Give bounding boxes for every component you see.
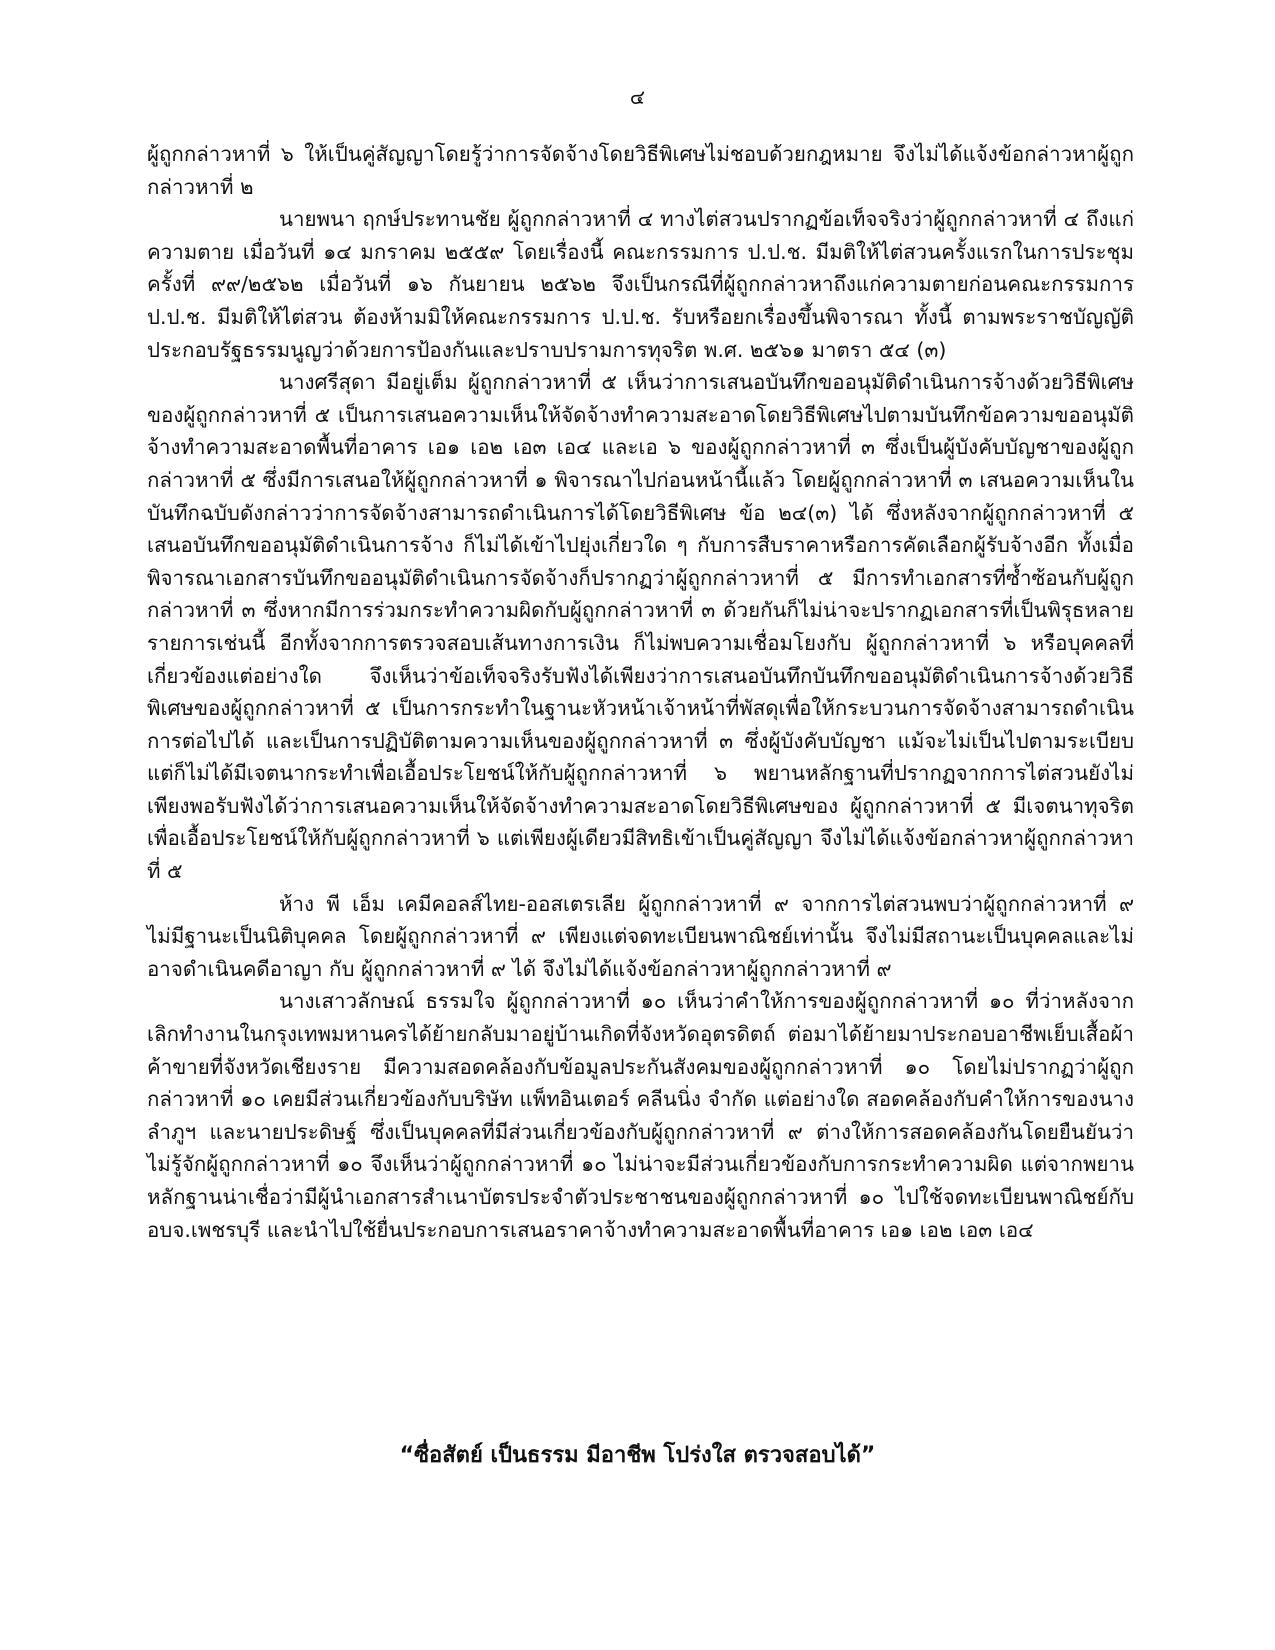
footer-motto: “ซื่อสัตย์ เป็นธรรม มีอาชีพ โปร่งใส ตรวจสอบได้” xyxy=(399,1443,876,1468)
document-body xyxy=(147,138,1134,1246)
page-number: ๔ xyxy=(629,85,646,109)
paragraph-accused-5: นางศรีสุดา มีอยู่เต็ม ผู้ถูกกล่าวหาที่ ๕ เห็นว่าการเสนอบันทึกขออนุมัติดำเนินการจ้างด้วยวิธีพิเศษของผู้ถูกกล่าวหาที่ ๕ เป็นการเสนอความเห็นให้จัดจ้างทำความสะอาดโดยวิธีพิเศษไปตามบันทึกข้อความขออนุมัติจ้างทำความสะอาดพื้นที่อาคาร เอ๑ เอ๒ เอ๓ เอ๔ และเอ ๖ ของผู้ถูกกล่าวหาที่ ๓ ซึ่งเป็นผู้บังคับบัญชาของผู้ถูกกล่าวหาที่ ๕ ซึ่งมีการเสนอให้ผู้ถูกกล่าวหาที่ ๑ พิจารณาไปก่อนหน้านี้แล้ว โดยผู้ถูกกล่าวหาที่ ๓ เสนอความเห็นในบันทึกฉบับดังกล่าวว่าการจัดจ้างสามารถดำเนินการได้โดยวิธีพิเศษ ข้อ ๒๔(๓) ได้ ซึ่งหลังจากผู้ถูกกล่าวหาที่ ๕ เสนอบันทึกขออนุมัติดำเนินการจ้าง ก็ไม่ได้เข้าไปยุ่งเกี่ยวใด ๆ กับการสืบราคาหรือการคัดเลือกผู้รับจ้างอีก ทั้งเมื่อพิจารณาเอกสารบันทึกขออนุมัติดำเนินการจัดจ้างก็ปรากฏว่าผู้ถูกกล่าวหาที่ ๕ มีการทำเอกสารที่ซ้ำซ้อนกับผู้ถูกกล่าวหาที่ ๓ ซึ่งหากมีการร่วมกระทำความผิดกับผู้ถูกกล่าวหาที่ ๓ ด้วยกันก็ไม่น่าจะปรากฏเอกสารที่เป็นพิรุธหลายรายการเช่นนี้ อีกทั้งจากการตรวจสอบเส้นทางการเงิน ก็ไม่พบความเชื่อมโยงกับ ผู้ถูกกล่าวหาที่ ๖ หรือบุคคลที่เกี่ยวข้องแต่อย่างใด จึงเห็นว่าข้อเท็จจริงรับฟังได้เพียงว่าการเสนอบันทึกบันทึกขออนุมัติดำเนินการจ้างด้วยวิธีพิเศษของผู้ถูกกล่าวหาที่ ๕ เป็นการกระทำในฐานะหัวหน้าเจ้าหน้าที่พัสดุเพื่อให้กระบวนการจัดจ้างสามารถดำเนินการต่อไปได้ และเป็นการปฏิบัติตามความเห็นของผู้ถูกกล่าวหาที่ ๓ ซึ่งผู้บังคับบัญชา แม้จะไม่เป็นไปตามระเบียบแต่ก็ไม่ได้มีเจตนากระทำเพื่อเอื้อประโยชน์ให้กับผู้ถูกกล่าวหาที่ ๖ พยานหลักฐานที่ปรากฏจากการไต่สวนยังไม่เพียงพอรับฟังได้ว่าการเสนอความเห็นให้จัดจ้างทำความสะอาดโดยวิธีพิเศษของ ผู้ถูกกล่าวหาที่ ๕ มีเจตนาทุจริตเพื่อเอื้อประโยชน์ให้กับผู้ถูกกล่าวหาที่ ๖ แต่เพียงผู้เดียวมีสิทธิเข้าเป็นคู่สัญญา จึงไม่ได้แจ้งข้อกล่าวหาผู้ถูกกล่าวหาที่ ๕ xyxy=(147,370,1134,884)
paragraph-accused-9: ห้าง พี เอ็ม เคมีคอลส์ไทย-ออสเตรเลีย ผู้ถูกกล่าวหาที่ ๙ จากการไต่สวนพบว่าผู้ถูกกล่าวหาที่ ๙ ไม่มีฐานะเป็นนิติบุคคล โดยผู้ถูกกล่าวหาที่ ๙ เพียงแต่จดทะเบียนพาณิชย์เท่านั้น จึงไม่มีสถานะเป็นบุคคลและไม่อาจดำเนินคดีอาญา กับ ผู้ถูกกล่าวหาที่ ๙ ได้ จึงไม่ได้แจ้งข้อกล่าวหาผู้ถูกกล่าวหาที่ ๙ xyxy=(147,891,1134,981)
paragraph-accused-4: นายพนา ฤกษ์ประทานชัย ผู้ถูกกล่าวหาที่ ๔ ทางไต่สวนปรากฏข้อเท็จจริงว่าผู้ถูกกล่าวหาที่ ๔ ถึงแก่ความตาย เมื่อวันที่ ๑๔ มกราคม ๒๕๕๙ โดยเรื่องนี้ คณะกรรมการ ป.ป.ช. มีมติให้ไต่สวนครั้งแรกในการประชุมครั้งที่ ๙๙/๒๕๖๒ เมื่อวันที่ ๑๖ กันยายน ๒๕๖๒ จึงเป็นกรณีที่ผู้ถูกกล่าวหาถึงแก่ความตายก่อนคณะกรรมการ ป.ป.ช. มีมติให้ไต่สวน ต้องห้ามมิให้คณะกรรมการ ป.ป.ช. รับหรือยกเรื่องขึ้นพิจารณา ทั้งนี้ ตามพระราชบัญญัติประกอบรัฐธรรมนูญว่าด้วยการป้องกันและปราบปรามการทุจริต พ.ศ. ๒๕๖๑ มาตรา ๕๔ (๓) xyxy=(147,207,1134,362)
paragraph-continuation: ผู้ถูกกล่าวหาที่ ๖ ให้เป็นคู่สัญญาโดยรู้ว่าการจัดจ้างโดยวิธีพิเศษไม่ชอบด้วยกฎหมาย จึงไม่ได้แจ้งข้อกล่าวหาผู้ถูกกล่าวหาที่ ๒ xyxy=(147,142,1134,199)
paragraph-accused-10: นางเสาวลักษณ์ ธรรมใจ ผู้ถูกกล่าวหาที่ ๑๐ เห็นว่าคำให้การของผู้ถูกกล่าวหาที่ ๑๐ ที่ว่าหลังจากเลิกทำงานในกรุงเทพมหานครได้ย้ายกลับมาอยู่บ้านเกิดที่จังหวัดอุตรดิตถ์ ต่อมาได้ย้ายมาประกอบอาชีพเย็บเสื้อผ้าค้าขายที่จังหวัดเชียงราย มีความสอดคล้องกับข้อมูลประกันสังคมของผู้ถูกกล่าวหาที่ ๑๐ โดยไม่ปรากฏว่าผู้ถูกกล่าวหาที่ ๑๐ เคยมีส่วนเกี่ยวข้องกับบริษัท แพ็ทอินเตอร์ คลีนนิ่ง จำกัด แต่อย่างใด สอดคล้องกับคำให้การของนางลำภูฯ และนายประดิษฐ์ ซึ่งเป็นบุคคลที่มีส่วนเกี่ยวข้องกับผู้ถูกกล่าวหาที่ ๙ ต่างให้การสอดคล้องกันโดยยืนยันว่าไม่รู้จักผู้ถูกกล่าวหาที่ ๑๐ จึงเห็นว่าผู้ถูกกล่าวหาที่ ๑๐ ไม่น่าจะมีส่วนเกี่ยวข้องกับการกระทำความผิด แต่จากพยานหลักฐานน่าเชื่อว่ามีผู้นำเอกสารสำเนาบัตรประจำตัวประชาชนของผู้ถูกกล่าวหาที่ ๑๐ ไปใช้จดทะเบียนพาณิชย์กับ อบจ.เพชรบุรี และนำไปใช้ยื่นประกอบการเสนอราคาจ้างทำความสะอาดพื้นที่อาคาร เอ๑ เอ๒ เอ๓ เอ๔ xyxy=(147,989,1134,1242)
